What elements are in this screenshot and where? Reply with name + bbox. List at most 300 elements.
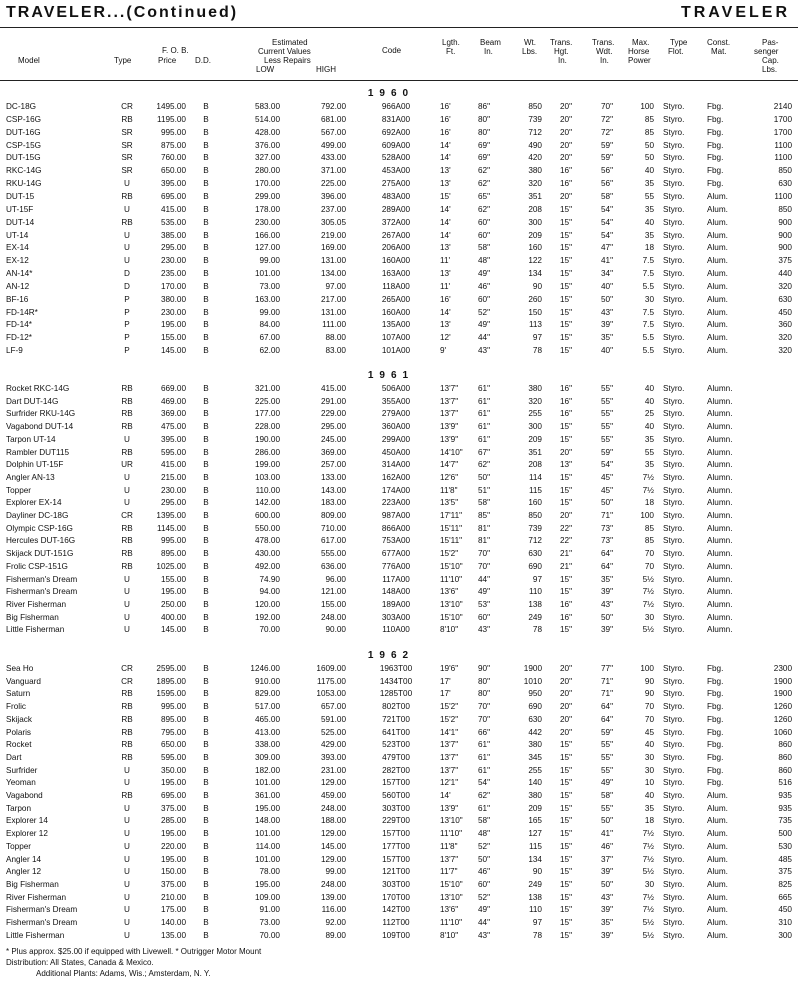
cell-trw: 73" bbox=[600, 523, 613, 533]
cell-wt: 138 bbox=[528, 892, 542, 902]
cell-low: 517.00 bbox=[254, 702, 280, 712]
cell-model: Tarpon bbox=[6, 803, 32, 813]
cell-trh: 20" bbox=[559, 127, 572, 137]
cell-len: 13'10" bbox=[440, 599, 463, 609]
cell-type: RB bbox=[121, 114, 133, 124]
cell-high: 291.00 bbox=[320, 396, 346, 406]
cell-len: 14'10" bbox=[440, 447, 463, 457]
cell-trh: 15" bbox=[559, 791, 572, 800]
cell-const: Alum. bbox=[707, 204, 728, 214]
cell-const: Fbg. bbox=[707, 153, 724, 163]
cell-high: 617.00 bbox=[320, 536, 346, 546]
cell-wt: 249 bbox=[528, 612, 542, 622]
cell-const: Alumn. bbox=[707, 536, 733, 546]
cell-hp: 85 bbox=[644, 536, 654, 546]
cell-code: 479T00 bbox=[382, 752, 410, 762]
cell-len: 15'10" bbox=[440, 879, 463, 889]
cell-const: Fbg. bbox=[707, 179, 724, 189]
cell-code: 453A00 bbox=[381, 166, 411, 176]
cell-type: RB bbox=[121, 752, 133, 762]
table-row bbox=[0, 842, 798, 855]
cell-code: 265A00 bbox=[381, 294, 411, 304]
cell-model: Frolic bbox=[6, 702, 27, 712]
cell-wt: 255 bbox=[528, 765, 542, 775]
table-row bbox=[0, 728, 798, 741]
cell-wt: 490 bbox=[528, 140, 542, 150]
cell-flot: Styro. bbox=[663, 664, 685, 673]
cell-beam: 60" bbox=[478, 612, 491, 622]
cell-const: Fbg. bbox=[707, 740, 724, 750]
cell-flot: Styro. bbox=[663, 434, 685, 444]
cell-price: 230.00 bbox=[160, 256, 186, 266]
cell-beam: 65" bbox=[478, 191, 491, 201]
cell-hp: 5.5 bbox=[642, 346, 654, 356]
table-row bbox=[0, 524, 798, 537]
cell-trh: 15" bbox=[559, 243, 572, 253]
cell-const: Alumn. bbox=[707, 549, 733, 559]
cell-const: Alumn. bbox=[707, 498, 733, 508]
cell-code: 279A00 bbox=[381, 409, 411, 419]
cell-dd: B bbox=[203, 230, 209, 240]
cell-hp: 35 bbox=[644, 230, 654, 240]
cell-flot: Styro. bbox=[663, 816, 685, 826]
cell-wt: 850 bbox=[528, 511, 542, 520]
cell-wt: 78 bbox=[532, 930, 542, 940]
cell-high: 636.00 bbox=[320, 561, 346, 571]
cell-code: 372A00 bbox=[381, 217, 411, 227]
table-row bbox=[0, 931, 798, 944]
cell-code: 360A00 bbox=[381, 422, 411, 432]
cell-const: Alum. bbox=[707, 346, 728, 356]
cell-trh: 15" bbox=[559, 841, 572, 851]
cell-trh: 15" bbox=[559, 333, 572, 343]
cell-code: 483A00 bbox=[381, 191, 411, 201]
cell-hp: 70 bbox=[644, 702, 654, 712]
cell-high: 710.00 bbox=[320, 523, 346, 533]
cell-flot: Styro. bbox=[663, 114, 685, 124]
cell-const: Fbg. bbox=[707, 752, 724, 762]
footnote-livewell: * Plus approx. $25.00 if equipped with Livewell. * Outrigger Motor Mount bbox=[6, 947, 262, 956]
cell-price: 1395.00 bbox=[156, 511, 186, 520]
table-row bbox=[0, 804, 798, 817]
cell-model: FD-14R* bbox=[6, 307, 38, 317]
cell-hp: 100 bbox=[640, 102, 654, 111]
cell-code: 523T00 bbox=[382, 740, 410, 750]
cell-len: 15'10" bbox=[440, 561, 463, 571]
cell-code: 721T00 bbox=[382, 714, 410, 724]
cell-const: Alumn. bbox=[707, 612, 733, 622]
cell-len: 15'11" bbox=[440, 536, 463, 546]
cell-const: Fbg. bbox=[707, 702, 724, 712]
cell-type: U bbox=[124, 778, 130, 788]
cell-model: DUT-15 bbox=[6, 191, 35, 201]
cell-low: 465.00 bbox=[254, 714, 280, 724]
cell-dd: B bbox=[203, 829, 209, 839]
cell-wt: 78 bbox=[532, 346, 542, 356]
cell-trh: 13" bbox=[559, 460, 572, 470]
cell-flot: Styro. bbox=[663, 536, 685, 546]
cell-type: U bbox=[124, 625, 130, 635]
cell-price: 385.00 bbox=[160, 230, 186, 240]
table-row bbox=[0, 880, 798, 893]
cell-trw: 55" bbox=[600, 384, 613, 393]
cell-len: 15'11" bbox=[440, 523, 463, 533]
cell-trw: 43" bbox=[600, 892, 613, 902]
cell-const: Alum. bbox=[707, 281, 728, 291]
cell-model: Dart bbox=[6, 752, 22, 762]
cell-trw: 55" bbox=[600, 765, 613, 775]
cell-price: 2595.00 bbox=[156, 664, 186, 673]
cell-dd: B bbox=[203, 384, 209, 393]
cell-beam: 69" bbox=[478, 153, 491, 163]
cell-high: 111.00 bbox=[322, 320, 346, 330]
cell-dd: B bbox=[203, 434, 209, 444]
cell-hp: 18 bbox=[644, 243, 654, 253]
cell-wt: 950 bbox=[528, 689, 542, 699]
cell-code: 506A00 bbox=[381, 384, 411, 393]
col-cap-1: Pas- bbox=[762, 38, 779, 47]
cell-trw: 34" bbox=[600, 269, 613, 279]
cell-high: 225.00 bbox=[320, 179, 346, 189]
table-row bbox=[0, 320, 798, 333]
cell-type: RB bbox=[121, 384, 133, 393]
cell-type: P bbox=[124, 346, 130, 356]
cell-low: 478.00 bbox=[254, 536, 280, 546]
cell-trw: 39" bbox=[600, 625, 613, 635]
cell-model: Skijack DUT-151G bbox=[6, 549, 74, 559]
cell-trh: 20" bbox=[559, 689, 572, 699]
cell-beam: 61" bbox=[478, 803, 491, 813]
table-row bbox=[0, 549, 798, 562]
cell-code: 135A00 bbox=[381, 320, 411, 330]
cell-code: 303A00 bbox=[381, 612, 411, 622]
cell-cap: 2300 bbox=[773, 664, 792, 673]
cell-len: 14' bbox=[440, 140, 451, 150]
cell-type: CR bbox=[121, 676, 133, 686]
cell-high: 525.00 bbox=[320, 727, 346, 737]
table-row bbox=[0, 740, 798, 753]
table-row bbox=[0, 778, 798, 791]
cell-dd: B bbox=[203, 153, 209, 163]
cell-type: RB bbox=[121, 396, 133, 406]
table-row bbox=[0, 460, 798, 473]
cell-flot: Styro. bbox=[663, 204, 685, 214]
cell-low: 101.00 bbox=[254, 829, 280, 839]
cell-trw: 58" bbox=[600, 191, 613, 201]
cell-trw: 37" bbox=[600, 854, 613, 864]
cell-cap: 300 bbox=[778, 930, 792, 940]
cell-len: 13' bbox=[440, 179, 451, 189]
cell-beam: 61" bbox=[478, 384, 491, 393]
cell-trh: 15" bbox=[559, 230, 572, 240]
cell-trw: 56" bbox=[600, 166, 613, 176]
table-row bbox=[0, 269, 798, 282]
cell-wt: 320 bbox=[528, 396, 542, 406]
cell-model: FD-14* bbox=[6, 320, 32, 330]
cell-high: 433.00 bbox=[320, 153, 346, 163]
cell-beam: 44" bbox=[478, 918, 491, 927]
cell-flot: Styro. bbox=[663, 574, 685, 584]
cell-beam: 69" bbox=[478, 140, 491, 150]
cell-high: 248.00 bbox=[320, 879, 346, 889]
table-row bbox=[0, 166, 798, 179]
cell-trw: 55" bbox=[600, 740, 613, 750]
cell-beam: 60" bbox=[478, 217, 491, 227]
cell-const: Alumn. bbox=[707, 447, 733, 457]
cell-const: Fbg. bbox=[707, 664, 724, 673]
cell-low: 99.00 bbox=[259, 307, 280, 317]
cell-trh: 15" bbox=[559, 346, 572, 356]
cell-const: Alum. bbox=[707, 333, 728, 343]
cell-const: Alumn. bbox=[707, 587, 733, 597]
cell-code: 101A00 bbox=[381, 346, 411, 356]
col-wt-1: Wt. bbox=[524, 38, 536, 47]
cell-high: 499.00 bbox=[320, 140, 346, 150]
cell-trh: 15" bbox=[559, 434, 572, 444]
cell-code: 1434T00 bbox=[379, 676, 413, 686]
cell-hp: 5½ bbox=[642, 930, 654, 940]
cell-type: U bbox=[124, 892, 130, 902]
cell-const: Alum. bbox=[707, 243, 728, 253]
cell-type: U bbox=[124, 816, 130, 826]
cell-const: Alumn. bbox=[707, 574, 733, 584]
cell-high: 809.00 bbox=[320, 511, 346, 520]
cell-price: 220.00 bbox=[160, 841, 186, 851]
cell-dd: B bbox=[203, 179, 209, 189]
cell-hp: 100 bbox=[640, 511, 654, 520]
table-row bbox=[0, 486, 798, 499]
col-est-3: Less Repairs bbox=[264, 56, 311, 65]
cell-code: 163A00 bbox=[381, 269, 411, 279]
cell-trh: 15" bbox=[559, 307, 572, 317]
cell-trh: 20" bbox=[559, 714, 572, 724]
cell-len: 13'7" bbox=[440, 384, 459, 393]
cell-dd: B bbox=[203, 523, 209, 533]
cell-cap: 900 bbox=[778, 243, 792, 253]
table-row bbox=[0, 384, 798, 397]
cell-code: 641T00 bbox=[382, 727, 410, 737]
cell-trh: 16" bbox=[559, 409, 572, 419]
cell-type: U bbox=[124, 905, 130, 915]
cell-const: Alum. bbox=[707, 841, 728, 851]
cell-model: Hercules DUT-16G bbox=[6, 536, 76, 546]
cell-model: Yeoman bbox=[6, 778, 36, 788]
cell-const: Fbg. bbox=[707, 166, 724, 176]
cell-high: 133.00 bbox=[320, 472, 346, 482]
cell-trh: 22" bbox=[559, 523, 572, 533]
cell-dd: B bbox=[203, 102, 209, 111]
cell-code: 299A00 bbox=[381, 434, 411, 444]
col-flot-2: Flot. bbox=[668, 47, 684, 56]
cell-hp: 55 bbox=[644, 191, 654, 201]
cell-price: 195.00 bbox=[160, 320, 186, 330]
cell-const: Alum. bbox=[707, 217, 728, 227]
cell-type: RB bbox=[121, 447, 133, 457]
cell-type: CR bbox=[121, 664, 133, 673]
cell-beam: 44" bbox=[478, 333, 491, 343]
cell-high: 90.00 bbox=[325, 625, 346, 635]
cell-code: 528A00 bbox=[381, 153, 411, 163]
cell-beam: 61" bbox=[478, 752, 491, 762]
table-row bbox=[0, 141, 798, 154]
cell-type: RB bbox=[121, 523, 133, 533]
cell-wt: 90 bbox=[532, 867, 542, 877]
cell-const: Alum. bbox=[707, 879, 728, 889]
cell-beam: 81" bbox=[478, 523, 491, 533]
cell-const: Alumn. bbox=[707, 434, 733, 444]
cell-hp: 10 bbox=[644, 778, 654, 788]
cell-code: 112T00 bbox=[382, 918, 410, 927]
cell-low: 338.00 bbox=[254, 740, 280, 750]
cell-wt: 351 bbox=[528, 191, 542, 201]
cell-beam: 80" bbox=[478, 689, 491, 699]
col-beam-1: Beam bbox=[480, 38, 501, 47]
cell-high: 155.00 bbox=[320, 599, 346, 609]
cell-const: Alum. bbox=[707, 930, 728, 940]
cell-hp: 85 bbox=[644, 523, 654, 533]
cell-trw: 43" bbox=[600, 307, 613, 317]
cell-wt: 380 bbox=[528, 166, 542, 176]
cell-wt: 690 bbox=[528, 702, 542, 712]
cell-const: Fbg. bbox=[707, 102, 724, 111]
cell-low: 84.00 bbox=[259, 320, 280, 330]
cell-trh: 15" bbox=[559, 867, 572, 877]
cell-hp: 35 bbox=[644, 460, 654, 470]
cell-const: Alumn. bbox=[707, 511, 733, 520]
col-cap-2: senger bbox=[754, 47, 779, 56]
cell-flot: Styro. bbox=[663, 179, 685, 189]
table-row bbox=[0, 625, 798, 638]
cell-hp: 35 bbox=[644, 434, 654, 444]
cell-flot: Styro. bbox=[663, 702, 685, 712]
cell-trw: 46" bbox=[600, 841, 613, 851]
cell-hp: 85 bbox=[644, 114, 654, 124]
cell-type: P bbox=[124, 320, 130, 330]
cell-trw: 71" bbox=[600, 689, 613, 699]
cell-type: SR bbox=[121, 153, 133, 163]
cell-low: 99.00 bbox=[259, 256, 280, 266]
cell-len: 13'5" bbox=[440, 498, 459, 508]
cell-cap: 320 bbox=[778, 281, 792, 291]
cell-high: 415.00 bbox=[320, 384, 346, 393]
cell-dd: B bbox=[203, 587, 209, 597]
cell-cap: 630 bbox=[778, 179, 792, 189]
cell-type: RB bbox=[121, 191, 133, 201]
col-trw-1: Trans. bbox=[592, 38, 615, 47]
cell-dd: B bbox=[203, 256, 209, 266]
cell-type: U bbox=[124, 472, 130, 482]
footnote-distribution: Distribution: All States, Canada & Mexico. bbox=[6, 958, 154, 967]
cell-low: 195.00 bbox=[254, 879, 280, 889]
cell-cap: 320 bbox=[778, 346, 792, 356]
cell-hp: 35 bbox=[644, 204, 654, 214]
cell-const: Alumn. bbox=[707, 396, 733, 406]
cell-code: 118A00 bbox=[382, 281, 410, 291]
cell-type: RB bbox=[121, 409, 133, 419]
cell-beam: 61" bbox=[478, 422, 491, 432]
cell-dd: B bbox=[203, 549, 209, 559]
table-row bbox=[0, 536, 798, 549]
cell-flot: Styro. bbox=[663, 740, 685, 750]
cell-hp: 90 bbox=[644, 689, 654, 699]
table-row bbox=[0, 218, 798, 231]
cell-low: 73.00 bbox=[259, 281, 280, 291]
cell-high: 169.00 bbox=[320, 243, 346, 253]
cell-const: Alum. bbox=[707, 854, 728, 864]
cell-wt: 208 bbox=[528, 460, 542, 470]
cell-flot: Styro. bbox=[663, 140, 685, 150]
cell-type: U bbox=[124, 574, 130, 584]
cell-code: 157T00 bbox=[382, 854, 410, 864]
cell-type: RB bbox=[121, 714, 133, 724]
col-cap-4: Lbs. bbox=[762, 65, 778, 74]
cell-price: 895.00 bbox=[160, 549, 186, 559]
cell-len: 12' bbox=[440, 333, 451, 343]
cell-trw: 54" bbox=[600, 460, 613, 470]
cell-wt: 300 bbox=[528, 217, 542, 227]
cell-cap: 310 bbox=[778, 918, 792, 927]
cell-low: 109.00 bbox=[254, 892, 280, 902]
cell-len: 11'8" bbox=[440, 841, 458, 851]
cell-const: Alum. bbox=[707, 320, 728, 330]
cell-price: 875.00 bbox=[160, 140, 186, 150]
cell-wt: 134 bbox=[528, 854, 542, 864]
cell-trw: 59" bbox=[600, 447, 613, 457]
cell-code: 776A00 bbox=[381, 561, 411, 571]
cell-wt: 114 bbox=[528, 472, 542, 482]
cell-wt: 160 bbox=[528, 498, 542, 508]
cell-len: 11' bbox=[440, 256, 451, 266]
cell-price: 350.00 bbox=[160, 765, 186, 775]
cell-hp: 7.5 bbox=[642, 269, 654, 279]
cell-cap: 500 bbox=[778, 829, 792, 839]
cell-price: 995.00 bbox=[160, 536, 186, 546]
cell-flot: Styro. bbox=[663, 127, 685, 137]
cell-code: 157T00 bbox=[382, 778, 410, 788]
cell-high: 591.00 bbox=[320, 714, 346, 724]
cell-high: 371.00 bbox=[320, 166, 346, 176]
cell-low: 321.00 bbox=[254, 384, 280, 393]
cell-beam: 85" bbox=[478, 511, 491, 520]
cell-model: Explorer 14 bbox=[6, 816, 48, 826]
cell-len: 13' bbox=[440, 320, 451, 330]
cell-high: 792.00 bbox=[320, 102, 346, 111]
cell-trh: 20" bbox=[559, 702, 572, 712]
cell-trh: 20" bbox=[559, 727, 572, 737]
cell-len: 11'10" bbox=[440, 574, 463, 584]
table-row bbox=[0, 205, 798, 218]
cell-trw: 64" bbox=[600, 561, 613, 571]
cell-cap: 935 bbox=[778, 803, 792, 813]
cell-high: 681.00 bbox=[320, 114, 346, 124]
cell-trh: 15" bbox=[559, 485, 572, 495]
cell-flot: Styro. bbox=[663, 765, 685, 775]
table-row bbox=[0, 905, 798, 918]
cell-price: 145.00 bbox=[160, 346, 186, 356]
cell-trw: 55" bbox=[600, 409, 613, 419]
cell-low: 583.00 bbox=[254, 102, 280, 111]
cell-wt: 380 bbox=[528, 791, 542, 800]
cell-len: 11'7" bbox=[440, 867, 458, 877]
cell-beam: 49" bbox=[478, 905, 491, 915]
cell-hp: 45 bbox=[644, 727, 654, 737]
cell-hp: 7½ bbox=[642, 892, 654, 902]
cell-code: 121T00 bbox=[382, 867, 410, 877]
cell-cap: 2140 bbox=[773, 102, 792, 111]
cell-high: 183.00 bbox=[320, 498, 346, 508]
cell-dd: B bbox=[203, 765, 209, 775]
cell-type: U bbox=[124, 587, 130, 597]
